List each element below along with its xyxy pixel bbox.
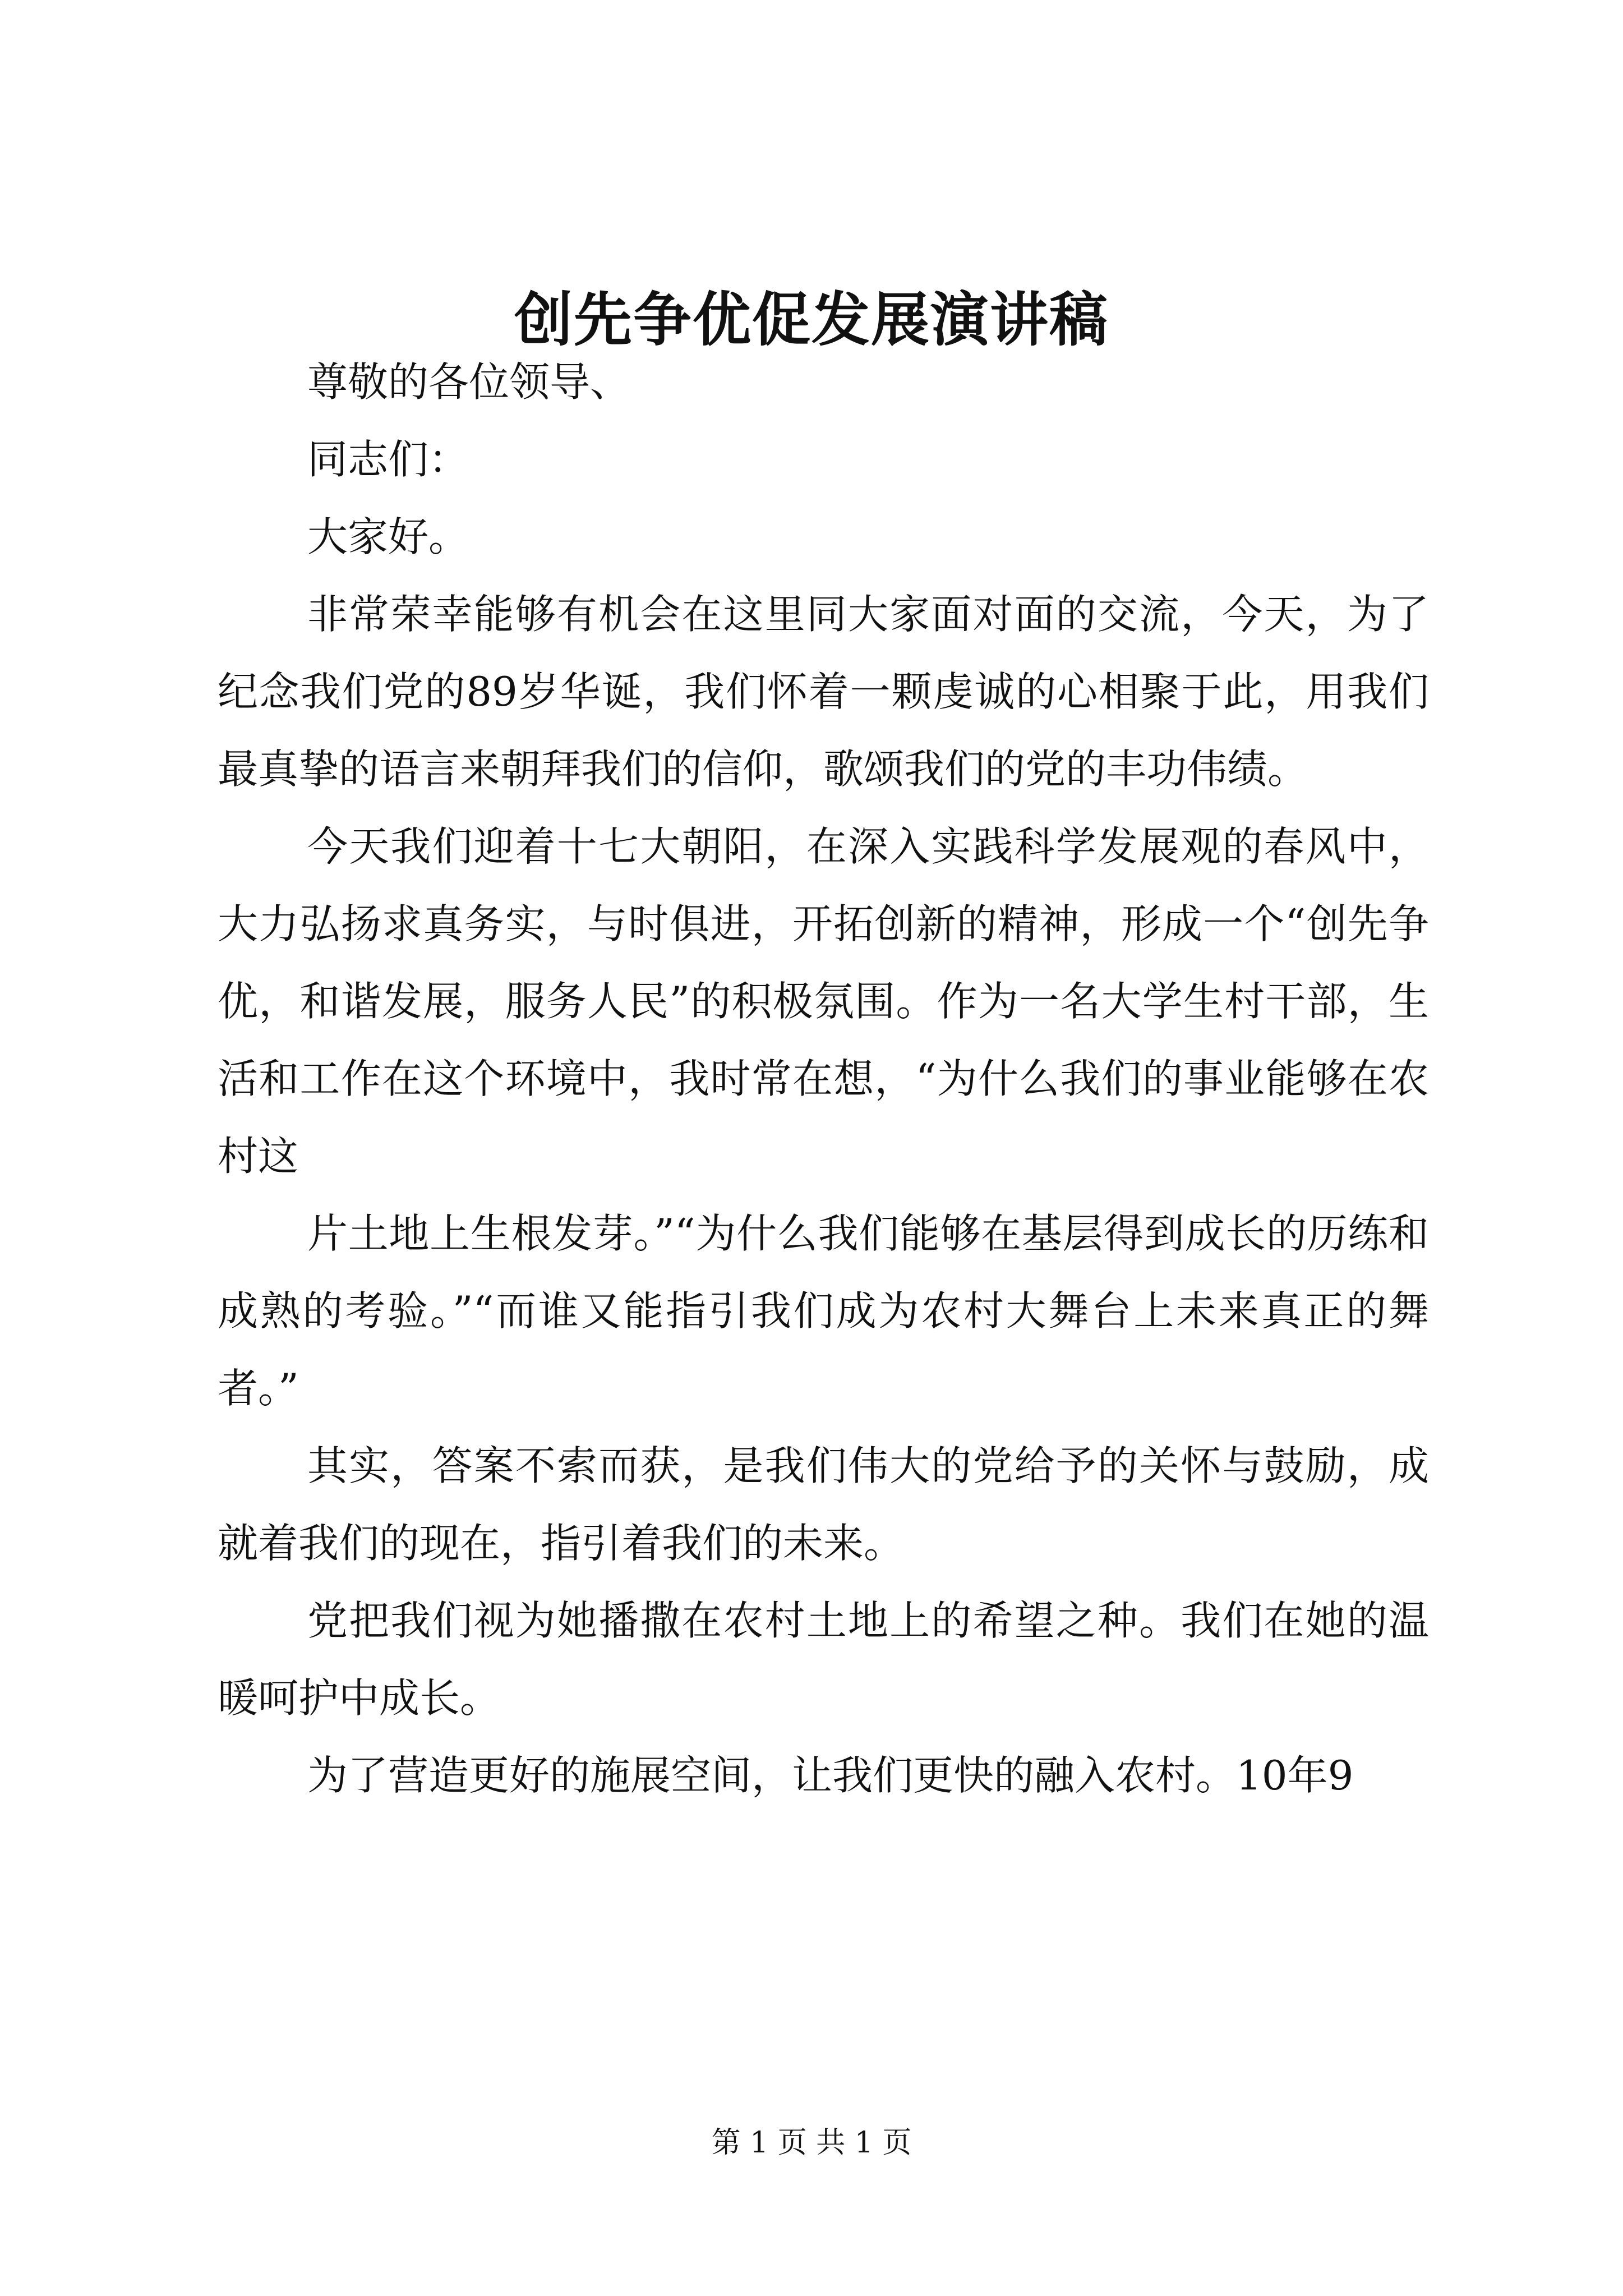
- paragraph: 尊敬的各位领导、: [307, 358, 631, 406]
- paragraph: 大家好。: [307, 513, 469, 560]
- page-footer: 第 1 页 共 1 页: [711, 2126, 912, 2160]
- paragraph: 非常荣幸能够有机会在这里同大家面对面的交流，今天，为了纪念我们党的89岁华诞，我们怀着一颗虔诚的心相聚于此，用我们最真挚的语言来朝拜我们的信仰，歌颂我们的党的丰功伟绩。: [218, 591, 1429, 793]
- paragraph: 党把我们视为她播撒在农村土地上的希望之种。我们在她的温暖呵护中成长。: [218, 1597, 1429, 1722]
- paragraph: 片土地上生根发芽。”“为什么我们能够在基层得到成长的历练和成熟的考验。”“而谁又能指引我们成为农村大舞台上未来真正的舞者。”: [218, 1210, 1429, 1412]
- paragraph: 为了营造更好的施展空间，让我们更快的融入农村。10年9: [307, 1752, 1354, 1799]
- paragraph: 同志们：: [307, 436, 469, 483]
- paragraph: 今天我们迎着十七大朝阳，在深入实践科学发展观的春风中，大力弘扬求真务实，与时俱进，开拓创新的精神，形成一个“创先争优，和谐发展，服务人民”的积极氛围。作为一名大学生村干部，生活和工作在这个环境中，我时常在想，“为什么我们的事业能够在农村这: [218, 823, 1429, 1180]
- document-body: [218, 343, 1429, 1814]
- paragraph: 其实，答案不索而获，是我们伟大的党给予的关怀与鼓励，成就着我们的现在，指引着我们的未来。: [218, 1442, 1429, 1567]
- document-title: 创先争优促发展演讲稿: [514, 285, 1109, 354]
